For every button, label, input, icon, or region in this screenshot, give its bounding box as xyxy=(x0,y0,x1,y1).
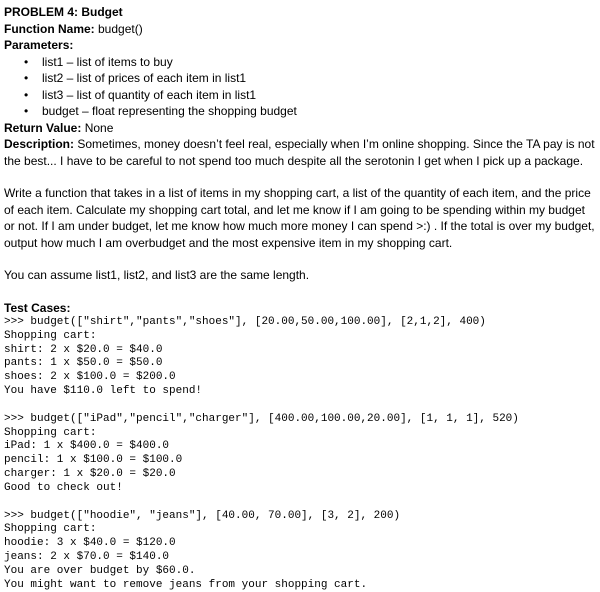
code-line: shoes: 2 x $100.0 = $200.0 xyxy=(4,371,176,384)
function-name-label: Function Name: xyxy=(4,21,95,36)
parameter-item xyxy=(4,103,596,120)
test-case-3 xyxy=(4,510,596,592)
code-line: pencil: 1 x $100.0 = $100.0 xyxy=(4,454,183,467)
parameter-text: list1 – list of items to buy xyxy=(42,54,173,69)
spacer xyxy=(4,284,596,300)
code-line: hoodie: 3 x $40.0 = $120.0 xyxy=(4,537,176,550)
code-line: >>> budget(["iPad","pencil","charger"], [400.00,100.00,20.00], [1, 1, 1], 520) xyxy=(4,412,519,425)
function-name-value: budget() xyxy=(94,21,143,36)
test-case-2 xyxy=(4,413,596,496)
code-line: shirt: 2 x $20.0 = $40.0 xyxy=(4,343,163,356)
return-value-line xyxy=(4,120,596,137)
return-value-text: None xyxy=(81,120,114,135)
function-name-line xyxy=(4,21,596,38)
problem-document xyxy=(4,4,596,592)
spacer xyxy=(4,169,596,185)
parameters-list xyxy=(4,54,596,120)
code-line: You might want to remove jeans from your shopping cart. xyxy=(4,578,368,591)
assumption-paragraph: You can assume list1, list2, and list3 are the same length. xyxy=(4,268,310,282)
bullet-icon: • xyxy=(24,104,29,118)
parameters-label: Parameters: xyxy=(4,38,74,52)
bullet-icon: • xyxy=(24,87,29,102)
parameter-text: list2 – list of prices of each item in list1 xyxy=(42,71,247,85)
description-label: Description: xyxy=(4,137,75,151)
spacer xyxy=(4,496,596,510)
code-line: iPad: 1 x $400.0 = $400.0 xyxy=(4,440,170,453)
code-line: You are over budget by $60.0. xyxy=(4,564,196,577)
code-line: Good to check out! xyxy=(4,481,123,494)
spacer xyxy=(4,399,596,413)
code-line: You have $110.0 left to spend! xyxy=(4,384,203,397)
code-line: Shopping cart: xyxy=(4,329,97,342)
parameter-item xyxy=(4,70,596,87)
test-cases-label: Test Cases: xyxy=(4,300,71,315)
return-value-label: Return Value: xyxy=(4,120,82,135)
problem-title: PROBLEM 4: Budget xyxy=(4,5,123,19)
code-line: jeans: 2 x $70.0 = $140.0 xyxy=(4,550,170,563)
parameter-item xyxy=(4,54,596,71)
parameter-item xyxy=(4,87,596,104)
code-line: >>> budget(["shirt","pants","shoes"], [20.00,50.00,100.00], [2,1,2], 400) xyxy=(4,316,486,328)
spacer xyxy=(4,251,596,267)
bullet-icon: • xyxy=(24,54,29,69)
parameter-text: list3 – list of quantity of each item in list1 xyxy=(42,87,257,102)
code-line: Shopping cart: xyxy=(4,523,97,536)
task-paragraph: Write a function that takes in a list of items in my shopping cart, a list of the quantity of each item, and the price of each item. Calculate my shopping cart total, and let me know if I am going to be spending within my budget or not. If I am under budget, let me know how much more money I can spend >:) . If the total is over my budget, output how much I am overbudget and the most expensive item in my shopping cart. xyxy=(4,186,595,250)
bullet-icon: • xyxy=(24,71,29,85)
parameter-text: budget – float representing the shopping budget xyxy=(42,104,297,118)
description-paragraph xyxy=(4,136,596,169)
code-line: >>> budget(["hoodie", "jeans"], [40.00, 70.00], [3, 2], 200) xyxy=(4,509,401,522)
code-line: pants: 1 x $50.0 = $50.0 xyxy=(4,357,163,370)
code-line: Shopping cart: xyxy=(4,426,97,439)
code-line: charger: 1 x $20.0 = $20.0 xyxy=(4,467,176,480)
test-case-1 xyxy=(4,316,596,399)
description-text: Sometimes, money doesn’t feel real, especially when I’m online shopping. Since the TA pay is not the best... I have to be careful to not spend too much despite all the serotonin I get when I pick up a package. xyxy=(4,137,595,168)
